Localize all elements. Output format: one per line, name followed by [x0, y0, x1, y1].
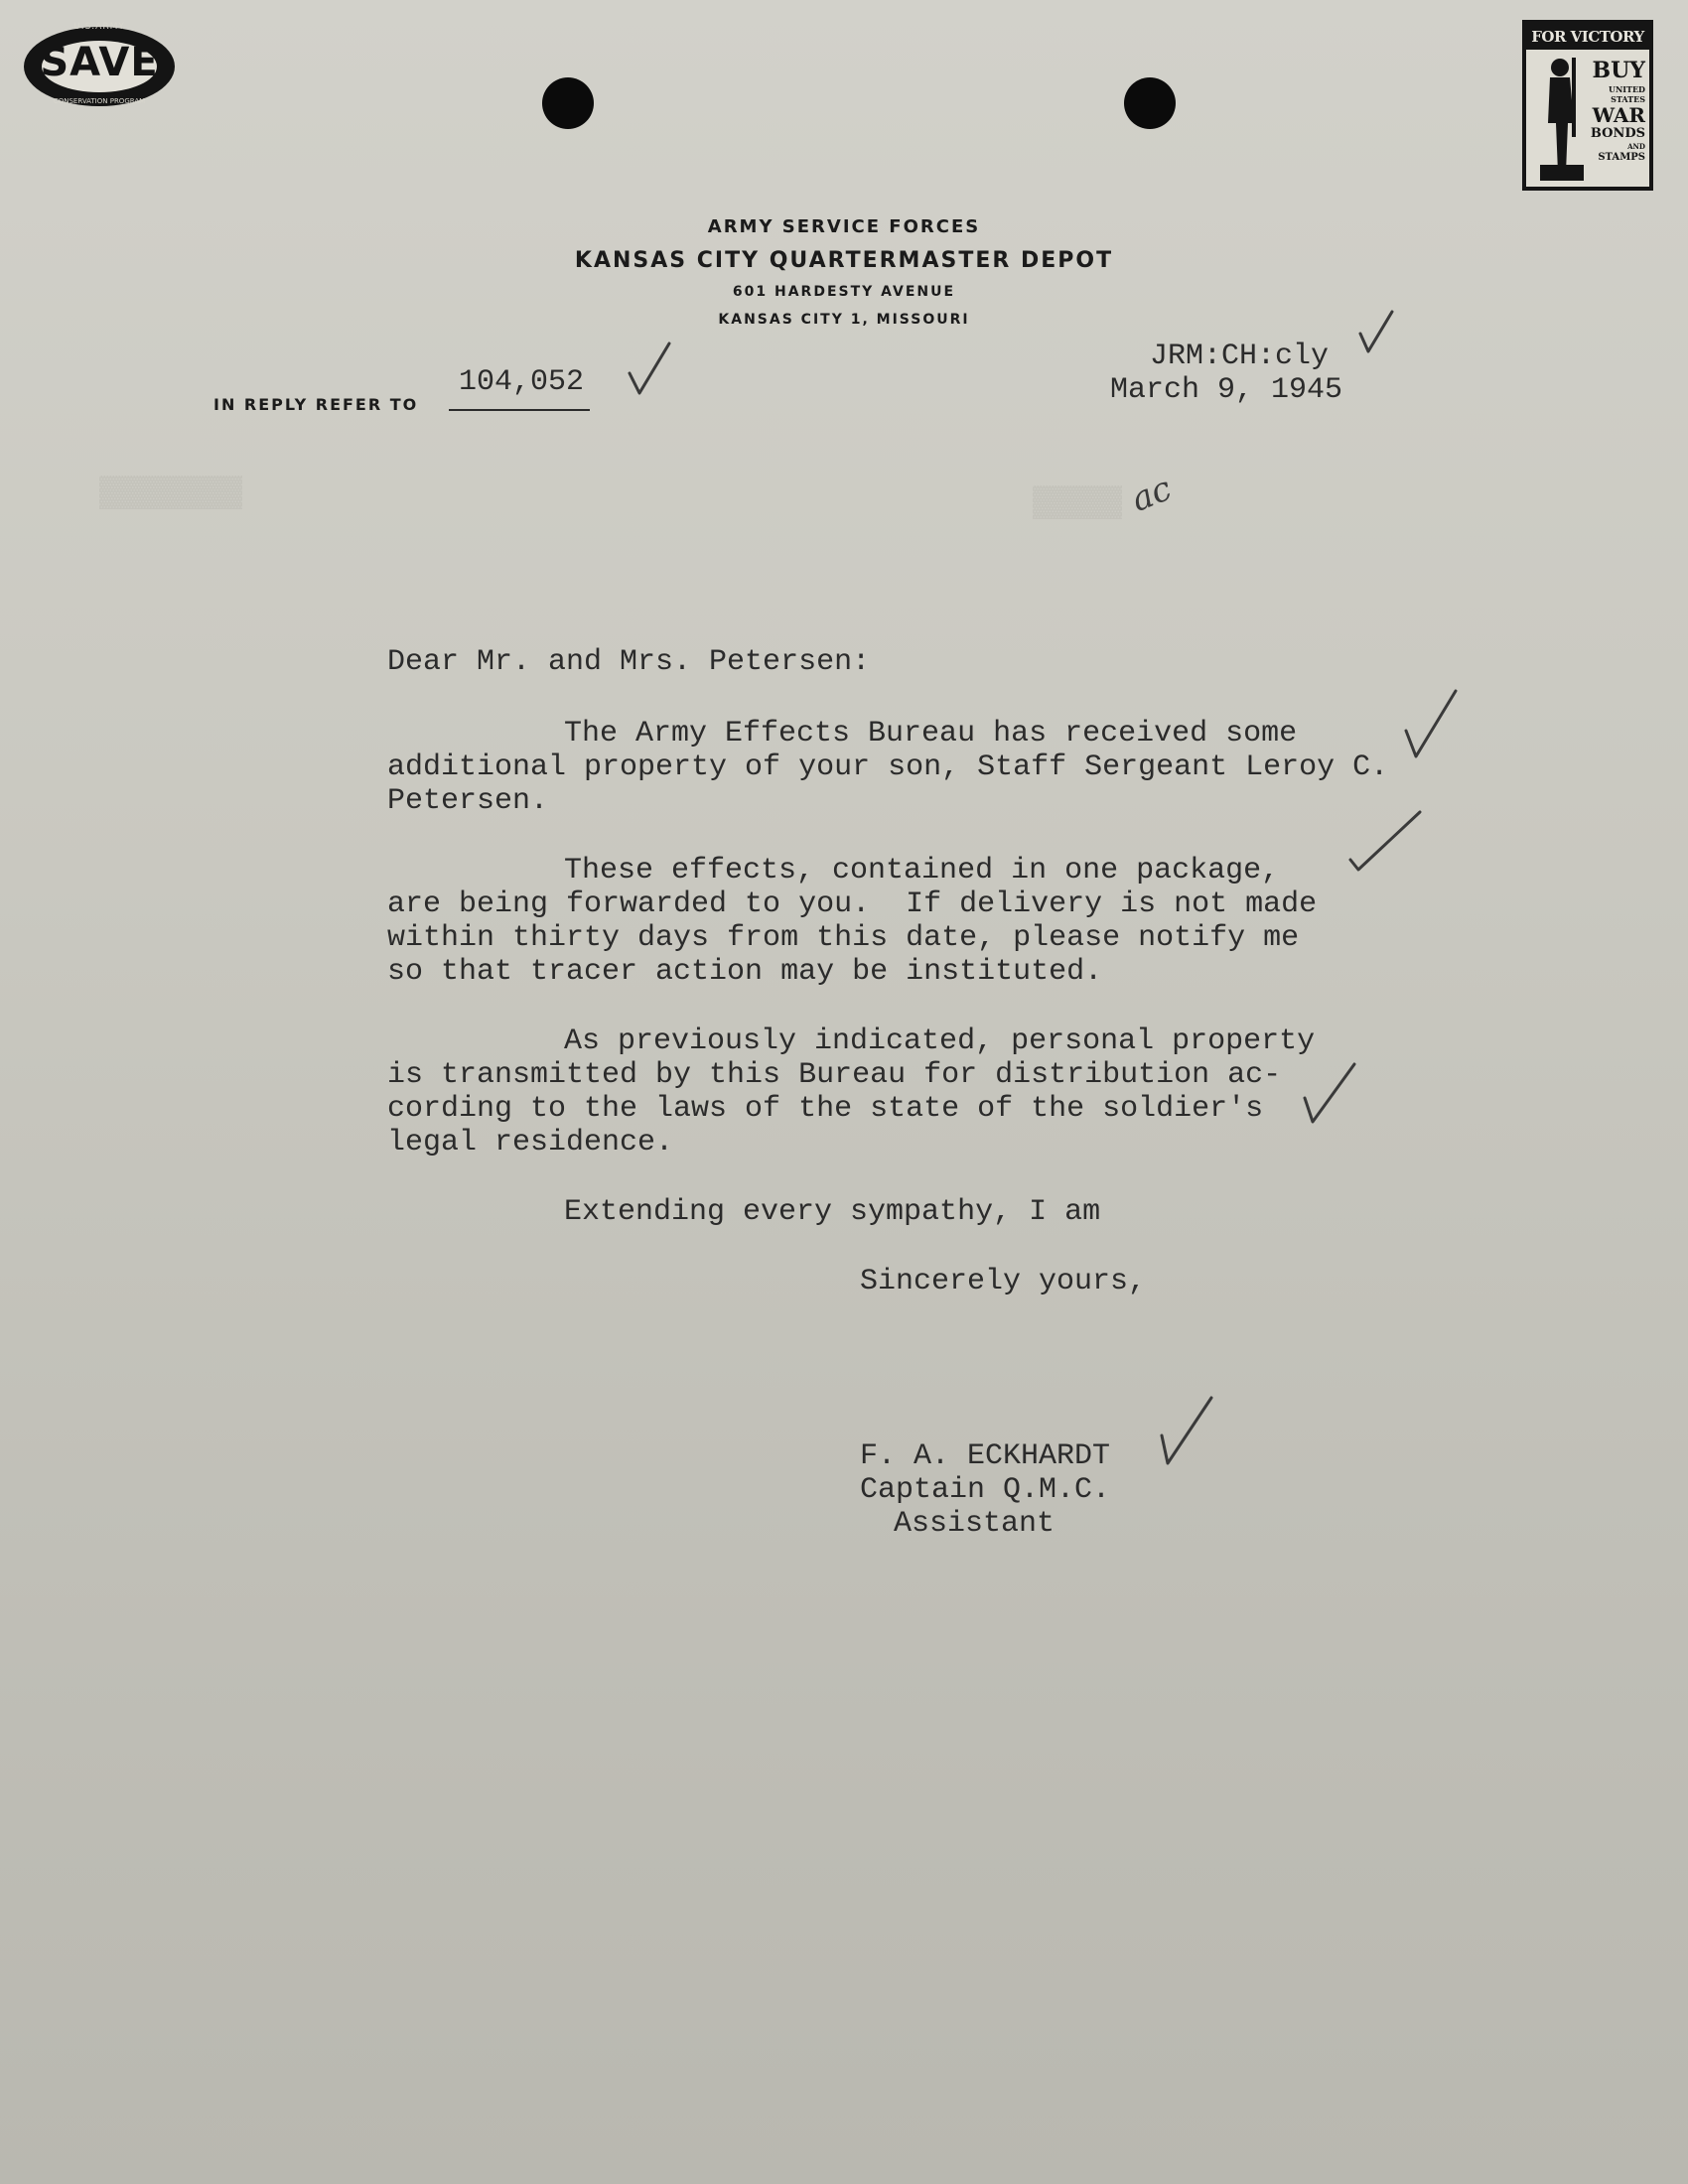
save-logo-bottom-arc: CONSERVATION PROGRAM: [53, 97, 146, 105]
paragraph-1-line-2: additional property of your son, Staff Sergeant Leroy C.: [387, 751, 1389, 784]
salutation: Dear Mr. and Mrs. Petersen:: [387, 645, 871, 679]
letterhead-city: KANSAS CITY 1, MISSOURI: [718, 312, 970, 328]
save-logo-top-arc: U.S.ARMY: [73, 22, 125, 32]
war-bonds-states: STATES: [1611, 94, 1645, 104]
letterhead-address: 601 HARDESTY AVENUE: [732, 284, 956, 300]
war-bonds-stamp: [1522, 20, 1653, 191]
paragraph-2-line-1: These effects, contained in one package,: [564, 854, 1280, 887]
complimentary-close: Sincerely yours,: [860, 1265, 1147, 1298]
signature-name: F. A. ECKHARDT: [860, 1439, 1111, 1473]
punch-hole-right: [1124, 77, 1176, 129]
war-bonds-and: AND: [1627, 142, 1645, 151]
bleed-through: ▓▓▓▓▓▓▓▓: [99, 477, 243, 510]
paragraph-2-line-4: so that tracer action may be instituted.: [387, 955, 1103, 989]
checkmark-icon: [626, 340, 675, 399]
reply-refer-label: IN REPLY REFER TO: [213, 395, 419, 414]
paragraph-3-line-3: cording to the laws of the state of the soldier's: [387, 1092, 1264, 1126]
paragraph-3-line-1: As previously indicated, personal property: [564, 1024, 1316, 1058]
paragraph-3-line-2: is transmitted by this Bureau for distribution ac-: [387, 1058, 1282, 1092]
save-logo-text: SAVE: [40, 40, 159, 85]
reference-underline: [449, 409, 590, 411]
war-bonds-stamps: STAMPS: [1598, 152, 1645, 163]
bleed-through: ▓▓▓▓▓: [1033, 486, 1123, 520]
checkmark-icon: [1402, 685, 1462, 764]
signature-rank: Captain Q.M.C.: [860, 1473, 1111, 1507]
war-bonds-war: WAR: [1592, 103, 1645, 127]
war-bonds-banner: FOR VICTORY: [1526, 24, 1649, 50]
closing-line: Extending every sympathy, I am: [564, 1195, 1101, 1229]
letter-date: March 9, 1945: [1110, 373, 1343, 407]
signature-title: Assistant: [894, 1507, 1055, 1541]
checkmark-icon: [1301, 1058, 1360, 1130]
paragraph-2-line-2: are being forwarded to you. If delivery is not made: [387, 887, 1318, 921]
punch-hole-left: [542, 77, 594, 129]
war-bonds-buy: BUY: [1592, 58, 1645, 83]
minuteman-figure-icon: [1532, 54, 1590, 185]
reference-number: 104,052: [459, 365, 585, 399]
paragraph-1-line-3: Petersen.: [387, 784, 549, 818]
paragraph-1-line-1: The Army Effects Bureau has received some: [564, 717, 1298, 751]
paragraph-3-line-4: legal residence.: [387, 1126, 674, 1160]
war-bonds-bonds: BONDS: [1590, 126, 1645, 141]
letterhead-depot-name: KANSAS CITY QUARTERMASTER DEPOT: [574, 248, 1114, 273]
war-bonds-united: UNITED: [1608, 84, 1645, 94]
paragraph-2-line-3: within thirty days from this date, please notify me: [387, 921, 1300, 955]
checkmark-icon: [1356, 308, 1396, 357]
checkmark-icon: [1346, 806, 1426, 876]
checkmark-icon: [1158, 1392, 1217, 1469]
handwritten-mark: ac: [1125, 469, 1178, 520]
file-initials: JRM:CH:cly: [1150, 340, 1330, 373]
letterhead-line-1: ARMY SERVICE FORCES: [707, 216, 981, 237]
